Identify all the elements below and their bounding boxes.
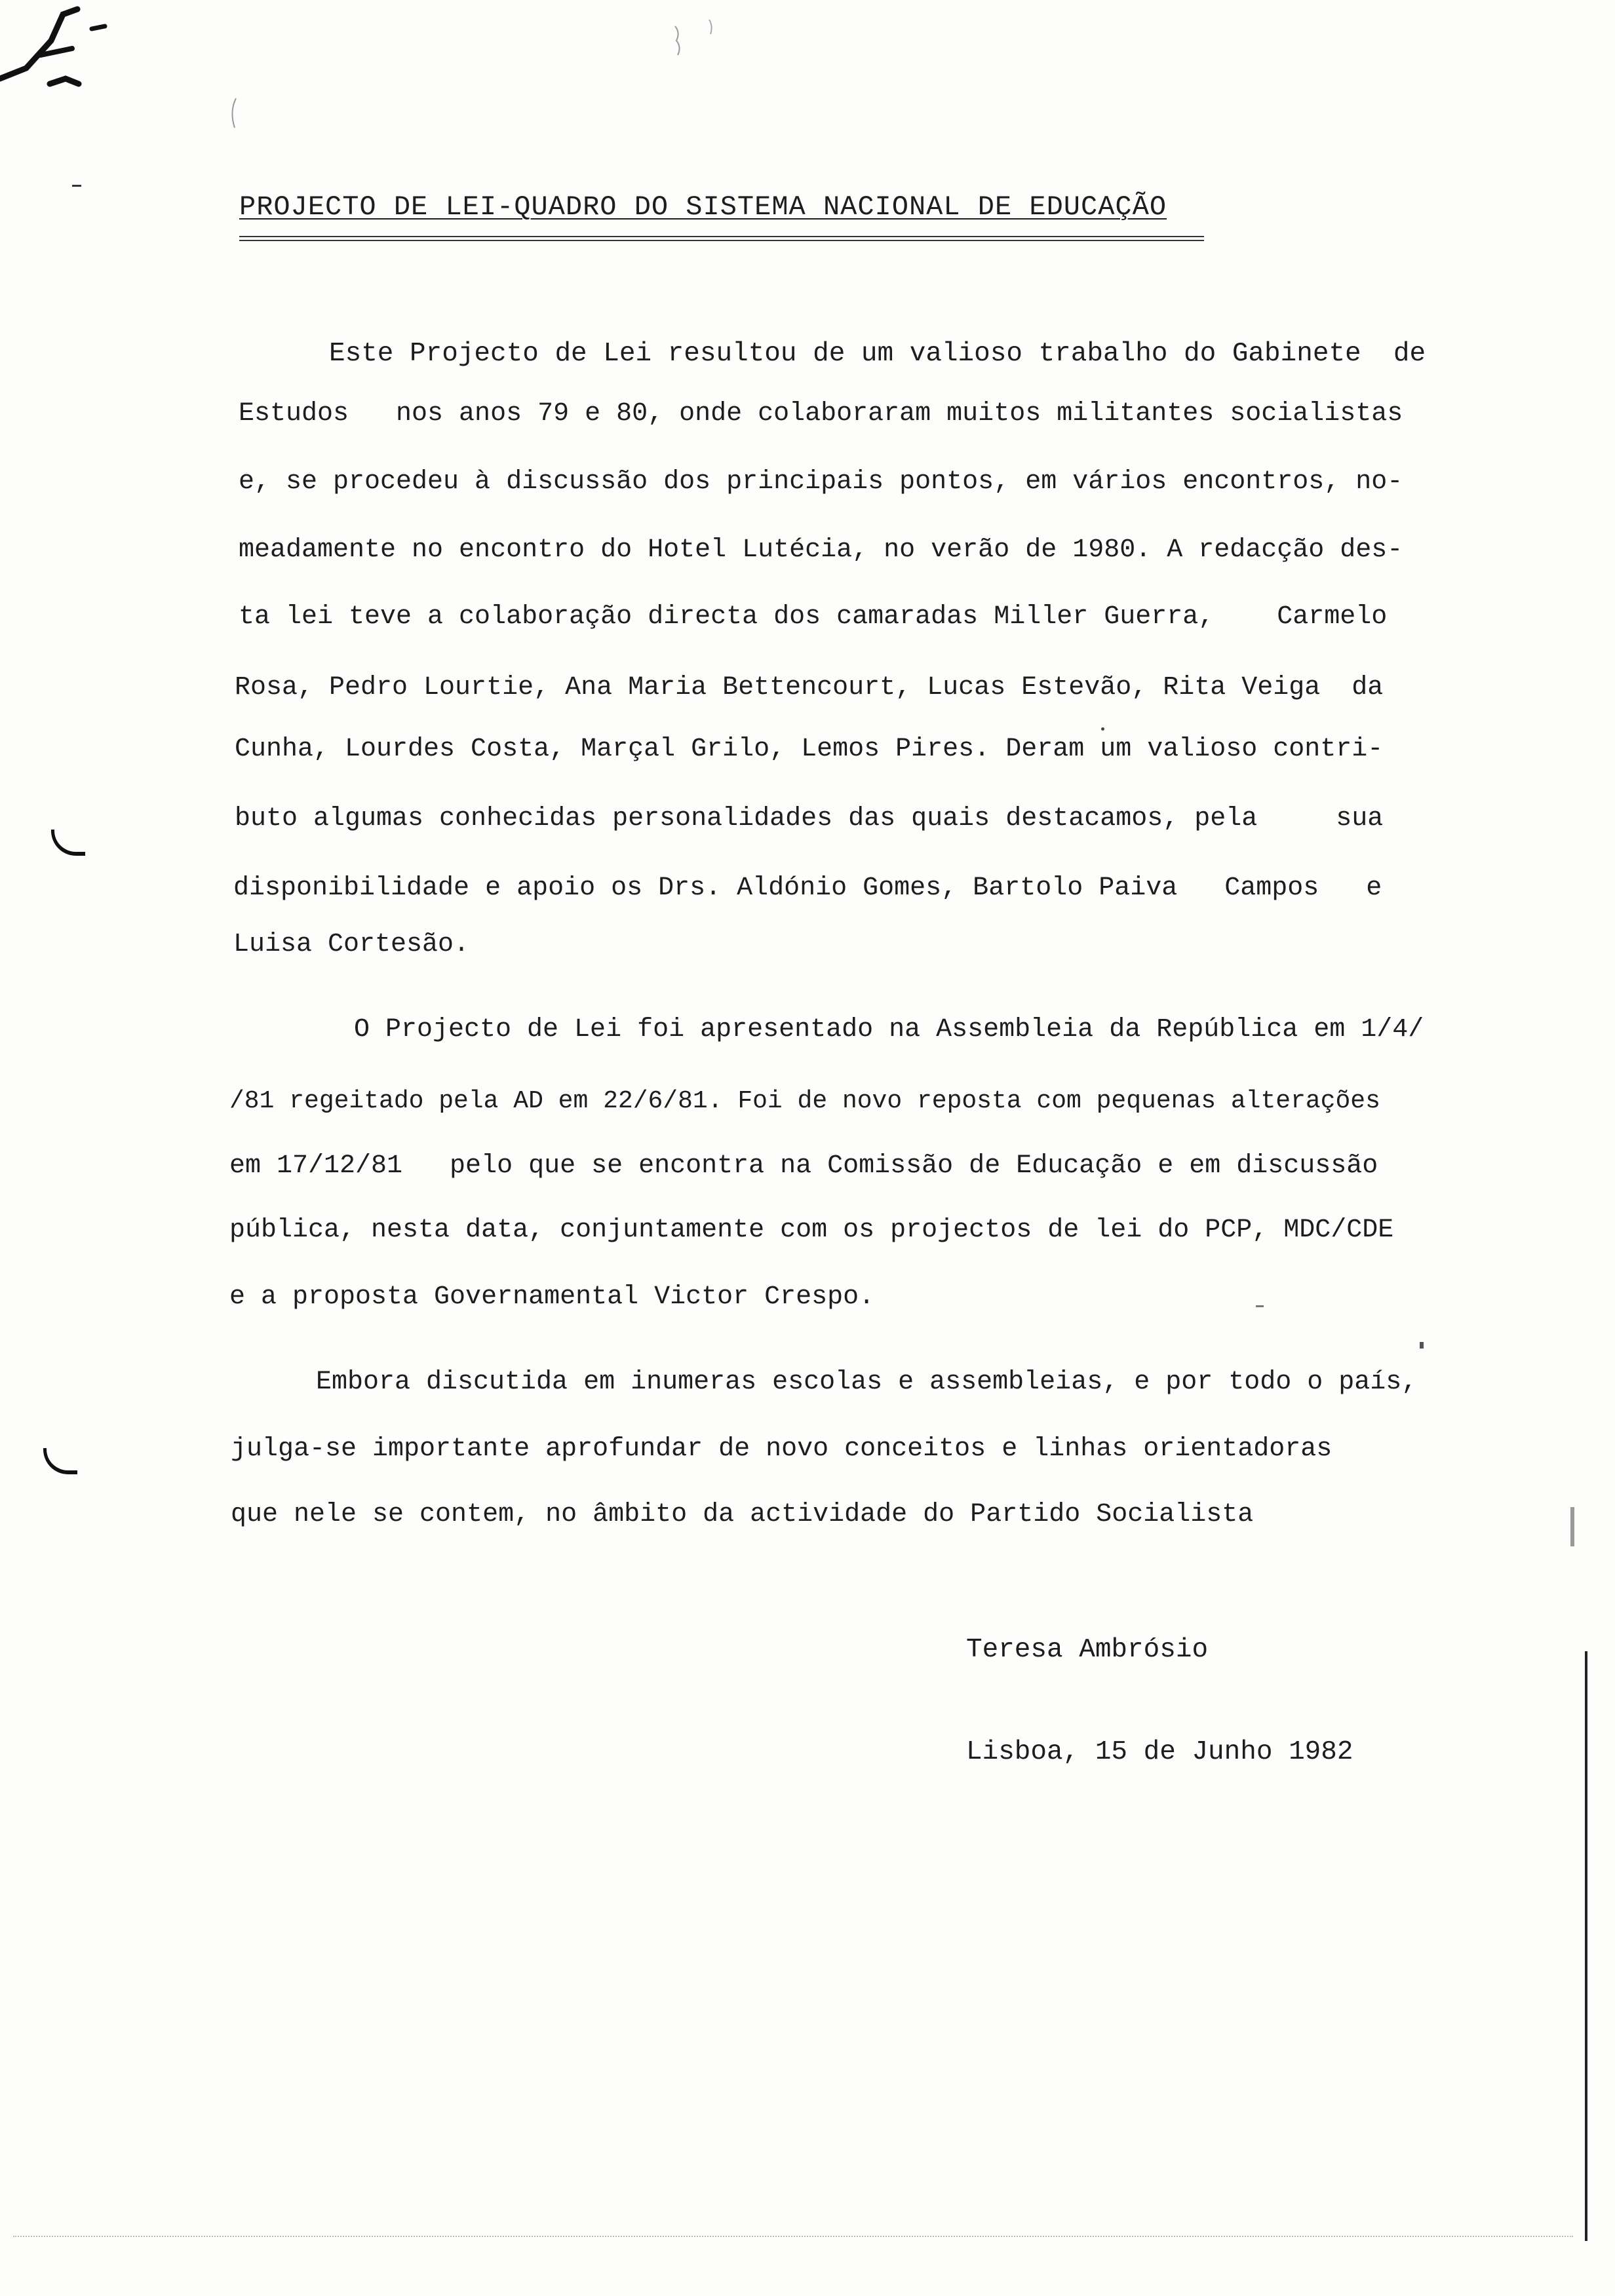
speck-mark [1101,727,1104,731]
paragraph-3-line: julga-se importante aprofundar de novo conceitos e linhas orientadoras [231,1434,1333,1464]
dash-mark [72,185,81,187]
smudge-mark-icon [662,7,741,72]
scan-bottom-dotted-line [13,2236,1573,2237]
paragraph-1-line: Cunha, Lourdes Costa, Marçal Grilo, Lemos Pires. Deram um valioso contri- [235,735,1384,764]
signature-place-date: Lisboa, 15 de Junho 1982 [966,1737,1353,1767]
corner-scribble-icon [0,0,125,105]
paragraph-1-line: buto algumas conhecidas personalidades das quais destacamos, pela sua [235,804,1384,833]
paragraph-2-line: O Projecto de Lei foi apresentado na Assembleia da República em 1/4/ [354,1015,1424,1044]
paragraph-1-line: Rosa, Pedro Lourtie, Ana Maria Bettencourt, Lucas Estevão, Rita Veiga da [235,673,1384,702]
paragraph-1-line: Este Projecto de Lei resultou de um valioso trabalho do Gabinete de [329,339,1426,369]
signature-name: Teresa Ambrósio [966,1635,1209,1665]
paragraph-3-line: que nele se contem, no âmbito da actividade do Partido Socialista [231,1500,1254,1529]
document-title: PROJECTO DE LEI-QUADRO DO SISTEMA NACIONAL DE EDUCAÇÃO [239,191,1167,223]
paragraph-1-line: disponibilidade e apoio os Drs. Aldónio Gomes, Bartolo Paiva Campos e [233,873,1382,903]
punch-hole-mark-bottom [43,1448,77,1474]
smudge-mark-icon [223,92,249,138]
speck-mark [1570,1507,1574,1546]
speck-mark [1420,1342,1424,1349]
title-double-underline [239,236,1204,241]
paragraph-1-line: e, se procedeu à discussão dos principais pontos, em vários encontros, no- [239,467,1403,497]
paragraph-1-line: ta lei teve a colaboração directa dos camaradas Miller Guerra, Carmelo [239,602,1388,632]
paragraph-2-line: e a proposta Governamental Victor Crespo. [229,1282,875,1312]
paragraph-1-line: Luisa Cortesão. [233,930,470,959]
paragraph-2-line: pública, nesta data, conjuntamente com os projectos de lei do PCP, MDC/CDE [229,1215,1394,1245]
paragraph-3-line: Embora discutida em inumeras escolas e assembleias, e por todo o país, [316,1368,1418,1397]
paragraph-2-line: /81 regeitado pela AD em 22/6/81. Foi de novo reposta com pequenas alterações [229,1087,1380,1115]
paragraph-1-line: meadamente no encontro do Hotel Lutécia, no verão de 1980. A redacção des- [239,535,1403,565]
scan-edge-line [1585,1651,1587,2241]
speck-mark [1256,1305,1264,1307]
punch-hole-mark-top [51,830,85,856]
paragraph-1-line: Estudos nos anos 79 e 80, onde colaboraram muitos militantes socialistas [239,399,1403,429]
paragraph-2-line: em 17/12/81 pelo que se encontra na Comissão de Educação e em discussão [229,1151,1378,1181]
